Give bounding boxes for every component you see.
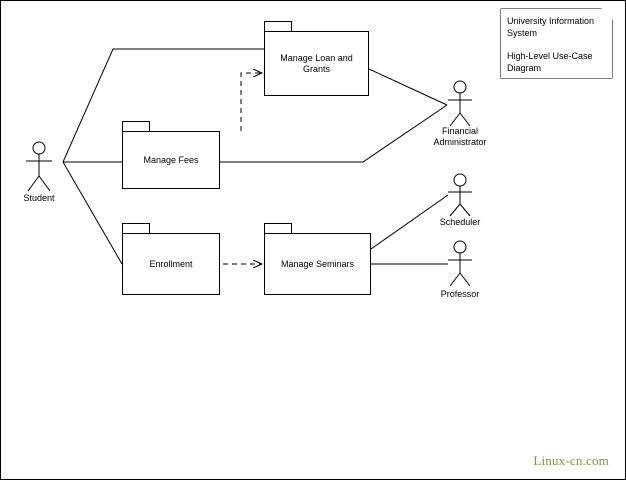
actor-label-financial-administrator: Financial Administrator [433,126,487,147]
package-label-manage-fees: Manage Fees [143,154,199,165]
actor-scheduler-figure [448,174,472,216]
watermark-text: Linux-cn.com [533,453,609,468]
link-student-enrollment [63,162,122,264]
note-line-2: High-Level Use-Case Diagram [507,51,593,73]
link-manage-fees-financial-administrator [220,105,447,162]
diagram-note [501,9,612,78]
actor-financial-administrator-figure [448,81,472,126]
note-line-1: University Information System [507,16,595,38]
dependency-manage-fees-to-loan-grants [241,73,262,131]
actor-student-figure [26,142,52,191]
package-manage-loan-and-grants[interactable] [264,31,369,96]
package-manage-fees[interactable] [122,131,220,189]
actor-label-professor: Professor [440,289,480,299]
package-label-enrollment: Enrollment [149,258,193,269]
actor-label-scheduler: Scheduler [439,217,481,227]
package-enrollment[interactable] [122,233,220,295]
note-text-block [507,15,607,74]
actor-professor-figure [448,241,472,286]
link-loan-grants-financial-administrator [369,69,447,105]
actor-label-student: Student [23,193,55,203]
package-label-manage-seminars: Manage Seminars [280,258,355,269]
package-label-manage-loan-and-grants: Manage Loan and Grants [280,52,353,74]
package-manage-seminars[interactable] [264,233,371,295]
